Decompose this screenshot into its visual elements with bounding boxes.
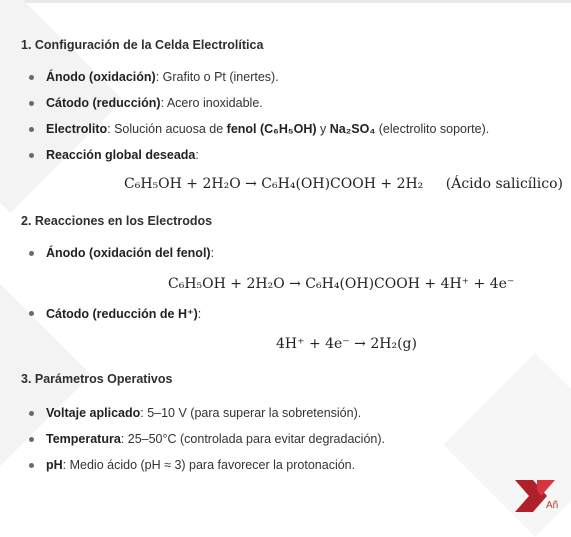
list-item-voltaje: Voltaje aplicado: 5–10 V (para superar la sobretensión). [46,406,361,420]
list-item-catodo-h: Cátodo (reducción de H⁺): [46,306,201,321]
list-item-catodo: Cátodo (reducción): Acero inoxidable. [46,96,263,110]
brand-logo-icon [511,476,571,516]
bullet-icon [29,75,34,80]
list-item-reaccion-global: Reacción global deseada: [46,148,199,162]
bullet-icon [29,437,34,442]
list-item-temperatura: Temperatura: 25–50°C (controlada para evitar degradación). [46,432,385,446]
list-item-anodo-fenol: Ánodo (oxidación del fenol): [46,246,214,260]
bullet-icon [29,101,34,106]
list-item-ph: pH: Medio ácido (pH ≈ 3) para favorecer la protonación. [46,458,355,472]
bullet-icon [29,463,34,468]
section-heading-reacciones: 2. Reacciones en los Electrodos [21,214,213,228]
bullet-icon [29,153,34,158]
equation-anodo: C₆H₅OH + 2H₂O → C₆H₄(OH)COOH + 4H⁺ + 4e⁻ [168,276,515,292]
bullet-icon [29,251,34,256]
list-item-anodo: Ánodo (oxidación): Grafito o Pt (inertes). [46,70,279,84]
section-heading-configuracion: 1. Configuración de la Celda Electrolítica [21,38,264,52]
watermark-text: Añ [546,500,559,511]
section-heading-parametros: 3. Parámetros Operativos [21,372,173,386]
list-item-electrolito: Electrolito: Solución acuosa de fenol (C₆H₅OH) y Na₂SO₄ (electrolito soporte). [46,122,489,136]
equation-global: C₆H₅OH + 2H₂O → C₆H₄(OH)COOH + 2H₂ (Ácido salicílico) [124,176,563,192]
bullet-icon [29,411,34,416]
bullet-icon [29,311,34,316]
bullet-icon [29,127,34,132]
equation-catodo: 4H⁺ + 4e⁻ → 2H₂(g) [276,336,417,352]
